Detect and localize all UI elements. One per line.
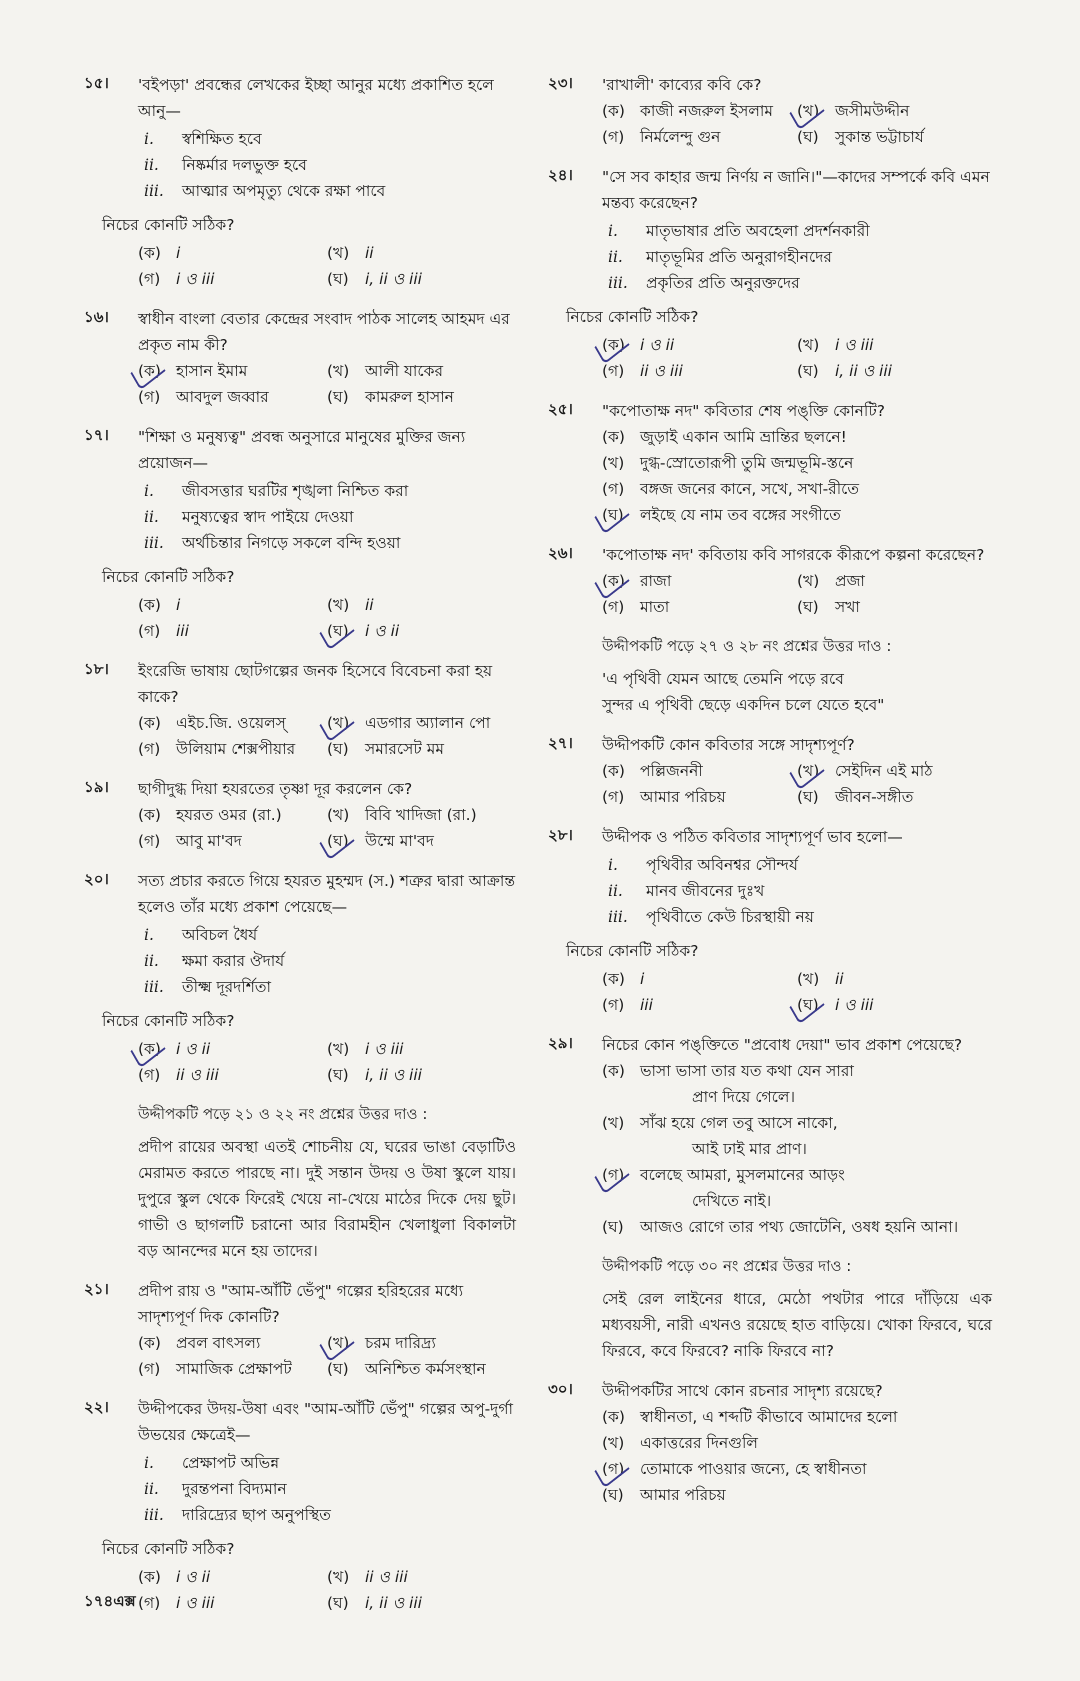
question-16 [84, 306, 516, 410]
option-kha[interactable]: (খ) জসীমউদ্দীন [797, 98, 992, 124]
question-number: ১৫। [84, 74, 109, 92]
left-column [84, 72, 516, 1630]
question-24 [548, 164, 992, 384]
option-ka[interactable]: (ক) i ও ii [602, 332, 797, 358]
option-ga[interactable]: (গ) তোমাকে পাওয়ার জন্যে, হে স্বাধীনতা [602, 1456, 992, 1482]
question-text: 'বইপড়া' প্রবন্ধের লেখকের ইচ্ছা আনুর মধ্যে প্রকাশিত হলে আনু— [138, 76, 494, 120]
statement: ii. মনুষ্যত্বের স্বাদ পাইয়ে দেওয়া [144, 508, 354, 526]
option-ka[interactable]: (ক) এইচ.জি. ওয়েলস্ [138, 714, 286, 732]
option-ka[interactable]: (ক) হাসান ইমাম [138, 358, 327, 384]
statement: iii. প্রকৃতির প্রতি অনুরক্তদের [608, 274, 800, 292]
question-number: ১৭। [84, 426, 109, 444]
poem-line: সুন্দর এ পৃথিবী ছেড়ে একদিন চলে যেতে হবে" [602, 696, 885, 714]
question-number: ২৩। [548, 74, 573, 92]
option-ka[interactable]: (ক) কাজী নজরুল ইসলাম [602, 102, 774, 120]
option-kha[interactable]: (খ) সাঁঝ হয়ে গেল তবু আসে নাকো, আই ঢাই মার প্রাণ। [602, 1114, 838, 1158]
stimulus-heading: উদ্দীপকটি পড়ে ২৭ ও ২৮ নং প্রশ্নের উত্তর দাও : [602, 637, 892, 655]
option-kha[interactable]: (খ) ii [327, 244, 374, 262]
option-gha[interactable]: (ঘ) i ও iii [797, 992, 992, 1018]
statement: iii. দারিদ্র্যের ছাপ অনুপস্থিত [144, 1506, 331, 1524]
option-kha[interactable]: (খ) দুগ্ধ-স্রোতোরূপী তুমি জন্মভূমি-স্তনে [602, 454, 854, 472]
statement: ii. ক্ষমা করার ঔদার্য [144, 952, 285, 970]
statement: iii. পৃথিবীতে কেউ চিরস্থায়ী নয় [608, 908, 814, 926]
option-kha[interactable]: (খ) একাত্তরের দিনগুলি [602, 1434, 758, 1452]
statement: i. প্রেক্ষাপট অভিন্ন [144, 1454, 280, 1472]
which-correct-label: নিচের কোনটি সঠিক? [102, 1540, 235, 1558]
option-ga[interactable]: (গ) বঙ্গজ জনের কানে, সখে, সখা-রীতে [602, 480, 859, 498]
question-15 [84, 72, 516, 292]
which-correct-label: নিচের কোনটি সঠিক? [102, 568, 235, 586]
question-number: ১৯। [84, 778, 109, 796]
option-ga[interactable]: (গ) উলিয়াম শেক্সপীয়ার [138, 740, 296, 758]
question-number: ৩০। [548, 1380, 573, 1398]
question-30 [548, 1378, 992, 1508]
stimulus-heading: উদ্দীপকটি পড়ে ২১ ও ২২ নং প্রশ্নের উত্তর দাও : [138, 1105, 428, 1123]
option-ga[interactable]: (গ) i ও iii [138, 1594, 215, 1612]
question-text: উদ্দীপক ও পঠিত কবিতার সাদৃশ্যপূর্ণ ভাব হলো— [602, 828, 903, 846]
option-gha[interactable]: (ঘ) i ও ii [327, 618, 516, 644]
option-kha[interactable]: (খ) i ও iii [327, 1040, 404, 1058]
question-number: ২৬। [548, 544, 573, 562]
option-ka[interactable]: (ক) i ও ii [138, 1036, 327, 1062]
option-kha[interactable]: (খ) চরম দারিদ্র্য [327, 1330, 516, 1356]
right-column [548, 72, 992, 1522]
question-18 [84, 658, 516, 762]
option-ka[interactable]: (ক) জুড়াই একান আমি ভ্রান্তির ছলনে! [602, 428, 847, 446]
statement: iii. আত্মার অপমৃত্যু থেকে রক্ষা পাবে [144, 182, 386, 200]
question-text: "কপোতাক্ষ নদ" কবিতার শেষ পঙ্‌ক্তি কোনটি? [602, 402, 885, 420]
option-ga[interactable]: (গ) iii [138, 622, 189, 640]
poem-line: 'এ পৃথিবী যেমন আছে তেমনি পড়ে রবে [602, 670, 844, 688]
option-kha[interactable]: (খ) ii [797, 970, 844, 988]
question-29 [548, 1032, 992, 1240]
statement: iii. অর্থচিন্তার নিগড়ে সকলে বন্দি হওয়া [144, 534, 401, 552]
option-kha[interactable]: (খ) আলী যাকের [327, 362, 444, 380]
which-correct-label: নিচের কোনটি সঠিক? [102, 216, 235, 234]
option-kha[interactable]: (খ) ii [327, 596, 374, 614]
option-kha[interactable]: (খ) প্রজা [797, 572, 865, 590]
question-text: "সে সব কাহার জন্ম নির্ণয় ন জানি।"—কাদের সম্পর্কে কবি এমন মন্তব্য করেছেন? [602, 168, 990, 212]
statement: ii. মাতৃভূমির প্রতি অনুরাগহীনদের [608, 248, 832, 266]
question-number: ২৯। [548, 1034, 573, 1052]
question-text: সত্য প্রচার করতে গিয়ে হযরত মুহম্মদ (স.) শত্রুর দ্বারা আক্রান্ত হলেও তাঁর মধ্যে প্রকাশ পেয়েছে— [138, 872, 516, 916]
option-ka[interactable]: (ক) i [602, 970, 645, 988]
option-ka[interactable]: (ক) পল্লিজননী [602, 762, 703, 780]
option-gha[interactable]: (ঘ) i, ii ও iii [327, 270, 422, 288]
question-17 [84, 424, 516, 644]
option-kha[interactable]: (খ) এডগার অ্যালান পো [327, 710, 516, 736]
option-gha[interactable]: (ঘ) জীবন-সঙ্গীত [797, 788, 914, 806]
option-ga[interactable]: (গ) নির্মলেন্দু গুন [602, 128, 721, 146]
statement: i. স্বশিক্ষিত হবে [144, 130, 262, 148]
option-ka[interactable]: (ক) হযরত ওমর (রা.) [138, 806, 282, 824]
option-ga[interactable]: (গ) আবদুল জব্বার [138, 388, 269, 406]
question-number: ২০। [84, 870, 109, 888]
statement: ii. নিষ্কর্মার দলভুক্ত হবে [144, 156, 307, 174]
question-19 [84, 776, 516, 854]
option-ga[interactable]: (গ) আমার পরিচয় [602, 788, 726, 806]
option-ka[interactable]: (ক) স্বাধীনতা, এ শব্দটি কীভাবে আমাদের হলো [602, 1408, 898, 1426]
option-ka[interactable]: (ক) ভাসা ভাসা তার যত কথা যেন সারা প্রাণ দিয়ে গেলে। [602, 1062, 854, 1106]
option-ka[interactable]: (ক) i ও ii [138, 1568, 211, 1586]
option-ka[interactable]: (ক) i [138, 596, 181, 614]
question-27 [548, 732, 992, 810]
question-number: ১৮। [84, 660, 109, 678]
question-text: ছাগীদুগ্ধ দিয়া হযরতের তৃষ্ণা দূর করলেন কে? [138, 780, 413, 798]
question-20 [84, 868, 516, 1088]
stimulus-text: প্রদীপ রায়ের অবস্থা এতই শোচনীয় যে, ঘরের ভাঙা বেড়াটিও মেরামত করতে পারছে না। দুই সন্তান উদয় ও উষা স্কুলে যায়। দুপুরে স্কুল থেকে ফিরেই খেয়ে না-খেয়ে মাঠের দিকে দেয় ছুট। গাভী ও ছাগলটি চরানো আর বিরামহীন খেলাধুলা বিকালটা বড় আনন্দের মনে হয় তাদের। [138, 1138, 516, 1260]
option-gha[interactable]: (ঘ) i, ii ও iii [797, 362, 892, 380]
option-ga[interactable]: (গ) মাতা [602, 598, 670, 616]
question-number: ১৬। [84, 308, 109, 326]
statement: i. জীবসত্তার ঘরটির শৃঙ্খলা নিশ্চিত করা [144, 482, 409, 500]
option-ga[interactable]: (গ) বলেছে আমরা, মুসলমানের আড়ং দেখিতে নাই। [602, 1162, 992, 1214]
option-gha[interactable]: (ঘ) আজও রোগে তার পথ্য জোটেনি, ওষধ হয়নি আনা। [602, 1218, 959, 1236]
option-gha[interactable]: (ঘ) অনিশ্চিত কর্মসংস্থান [327, 1360, 486, 1378]
question-number: ২৫। [548, 400, 573, 418]
question-number: ২৭। [548, 734, 573, 752]
question-text: স্বাধীন বাংলা বেতার কেন্দ্রের সংবাদ পাঠক সালেহ আহমদ এর প্রকৃত নাম কী? [138, 310, 510, 354]
question-text: প্রদীপ রায় ও "আম-আঁটি ভেঁপু" গল্পের হরিহরের মধ্যে সাদৃশ্যপূর্ণ দিক কোনটি? [138, 1282, 464, 1326]
option-ga[interactable]: (গ) ii ও iii [602, 362, 683, 380]
option-ga[interactable]: (গ) আবু মা'বদ [138, 832, 242, 850]
which-correct-label: নিচের কোনটি সঠিক? [102, 1012, 235, 1030]
option-kha[interactable]: (খ) ii ও iii [327, 1568, 408, 1586]
which-correct-label: নিচের কোনটি সঠিক? [566, 942, 699, 960]
question-text: "শিক্ষা ও মনুষ্যত্ব" প্রবন্ধ অনুসারে মানুষের মুক্তির জন্য প্রয়োজন— [138, 428, 466, 472]
question-text: উদ্দীপকের উদয়-উষা এবং "আম-আঁটি ভেঁপু" গল্পের অপু-দুর্গা উভয়ের ক্ষেত্রেই— [138, 1400, 513, 1444]
option-ga[interactable]: (গ) iii [602, 996, 653, 1014]
question-28 [548, 824, 992, 1018]
question-number: ২৮। [548, 826, 573, 844]
option-gha[interactable]: (ঘ) সমারসেট মম [327, 740, 444, 758]
question-text: নিচের কোন পঙ্‌ক্তিতে "প্রবোধ দেয়া" ভাব প্রকাশ পেয়েছে? [602, 1036, 963, 1054]
stimulus-text: সেই রেল লাইনের ধারে, মেঠো পথটার পারে দাঁড়িয়ে এক মধ্যবয়সী, নারী এখনও রয়েছে হাত বাড়িয়ে। খোকা ফিরবে, ঘরে ফিরবে, কবে ফিরবে? নাকি ফিরবে না? [602, 1290, 992, 1360]
question-number: ২৪। [548, 166, 573, 184]
option-kha[interactable]: (খ) বিবি খাদিজা (রা.) [327, 806, 477, 824]
question-text: 'কপোতাক্ষ নদ' কবিতায় কবি সাগরকে কীরূপে কল্পনা করেছেন? [602, 546, 985, 564]
option-gha[interactable]: (ঘ) উম্মে মা'বদ [327, 828, 516, 854]
option-gha[interactable]: (ঘ) সুকান্ত ভট্টাচার্য [797, 128, 924, 146]
option-ga[interactable]: (গ) সামাজিক প্রেক্ষাপট [138, 1360, 292, 1378]
statement: i. পৃথিবীর অবিনশ্বর সৌন্দর্য [608, 856, 798, 874]
option-gha[interactable]: (ঘ) আমার পরিচয় [602, 1486, 726, 1504]
question-number: ২১। [84, 1280, 109, 1298]
question-21 [84, 1278, 516, 1382]
question-text: উদ্দীপকটির সাথে কোন রচনার সাদৃশ্য রয়েছে? [602, 1382, 883, 1400]
question-22 [84, 1396, 516, 1616]
option-ka[interactable]: (ক) i [138, 244, 181, 262]
question-text: 'রাখালী' কাব্যের কবি কে? [602, 76, 762, 94]
option-ga[interactable]: (গ) ii ও iii [138, 1066, 219, 1084]
option-gha[interactable]: (ঘ) সখা [797, 598, 860, 616]
question-26 [548, 542, 992, 620]
stimulus-heading: উদ্দীপকটি পড়ে ৩০ নং প্রশ্নের উত্তর দাও : [602, 1257, 852, 1275]
option-kha[interactable]: (খ) i ও iii [797, 336, 874, 354]
option-ka[interactable]: (ক) রাজা [602, 568, 797, 594]
option-gha[interactable]: (ঘ) লইছে যে নাম তব বঙ্গের সংগীতে [602, 502, 992, 528]
question-25 [548, 398, 992, 528]
statement: i. অবিচল ধৈর্য [144, 926, 258, 944]
statement: i. মাতৃভাষার প্রতি অবহেলা প্রদর্শনকারী [608, 222, 870, 240]
stimulus-poem [602, 666, 992, 718]
question-text: উদ্দীপকটি কোন কবিতার সঙ্গে সাদৃশ্যপূর্ণ? [602, 736, 855, 754]
option-ka[interactable]: (ক) প্রবল বাৎসল্য [138, 1334, 261, 1352]
statement: iii. তীক্ষ্ম দূরদর্শিতা [144, 978, 271, 996]
statement: ii. দুরন্তপনা বিদ্যমান [144, 1480, 287, 1498]
question-number: ২২। [84, 1398, 109, 1416]
option-gha[interactable]: (ঘ) i, ii ও iii [327, 1066, 422, 1084]
which-correct-label: নিচের কোনটি সঠিক? [566, 308, 699, 326]
option-kha[interactable]: (খ) সেইদিন এই মাঠ [797, 758, 992, 784]
option-gha[interactable]: (ঘ) i, ii ও iii [327, 1594, 422, 1612]
question-23 [548, 72, 992, 150]
statement: ii. মানব জীবনের দুঃখ [608, 882, 765, 900]
option-gha[interactable]: (ঘ) কামরুল হাসান [327, 388, 454, 406]
option-ga[interactable]: (গ) i ও iii [138, 270, 215, 288]
question-text: ইংরেজি ভাষায় ছোটগল্পের জনক হিসেবে বিবেচনা করা হয় কাকে? [138, 662, 493, 706]
page-footer-code: ১৭৪এক্স [84, 1592, 136, 1610]
